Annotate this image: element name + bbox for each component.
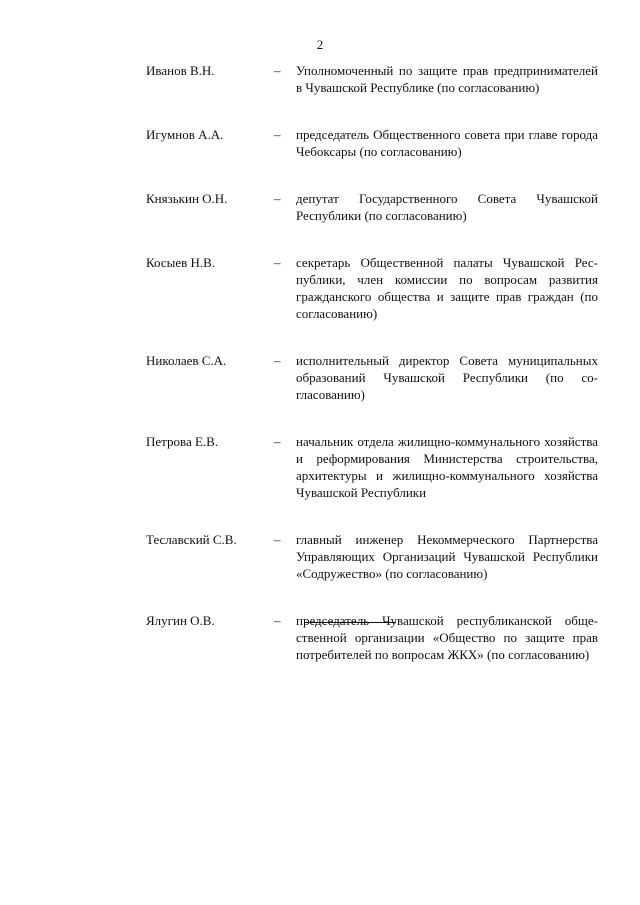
member-role: Уполномоченный по защите прав предпринимателей в Чувашской Республике (по согласованию) — [296, 63, 598, 95]
member-dash: – — [274, 613, 281, 628]
member-name: Петрова Е.В. — [146, 434, 219, 449]
member-role: председатель Общественного совета при главе города Чебоксары (по согласованию) — [296, 127, 598, 159]
member-role: депутат Государственного Совета Чувашской Республики (по согласованию) — [296, 191, 598, 223]
member-row — [146, 612, 598, 663]
member-dash: – — [274, 63, 281, 78]
member-list — [146, 62, 598, 663]
member-name: Игумнов А.А. — [146, 127, 224, 142]
member-row — [146, 254, 598, 322]
member-name: Ялугин О.В. — [146, 613, 215, 628]
member-row — [146, 352, 598, 403]
member-row — [146, 126, 598, 160]
end-divider — [305, 622, 396, 623]
member-dash: – — [274, 434, 281, 449]
member-dash: – — [274, 255, 281, 270]
member-name: Теславский С.В. — [146, 532, 237, 547]
member-row — [146, 190, 598, 224]
member-row — [146, 531, 598, 582]
member-role: исполнительный директор Совета муниципальных образований Чувашской Республики (по согласованию) — [296, 353, 598, 402]
member-name: Иванов В.Н. — [146, 63, 215, 78]
member-dash: – — [274, 532, 281, 547]
member-dash: – — [274, 353, 281, 368]
member-role: председатель Чувашской республиканской общественной организации «Общество по защите прав потребителей по вопросам ЖКХ» (по согласованию) — [296, 613, 598, 662]
member-dash: – — [274, 191, 281, 206]
page-number: 2 — [316, 37, 324, 52]
member-name: Косыев Н.В. — [146, 255, 216, 270]
member-row — [146, 62, 598, 96]
member-dash: – — [274, 127, 281, 142]
member-name: Князькин О.Н. — [146, 191, 228, 206]
member-name: Николаев С.А. — [146, 353, 227, 368]
member-role: секретарь Общественной палаты Чувашской Республики, член комиссии по вопросам развития гражданского общества и защите прав граждан (по согласованию) — [296, 255, 598, 321]
member-role: начальник отдела жилищно-коммунального хозяйства и реформирования Министерства строительства, архитектуры и жилищно-коммунального хозяйства Чувашской Республики — [296, 434, 598, 500]
member-role: главный инженер Некоммерческого Партнерства Управляющих Организаций Чувашской Республики «Содружество» (по согласованию) — [296, 532, 598, 581]
member-row — [146, 433, 598, 501]
